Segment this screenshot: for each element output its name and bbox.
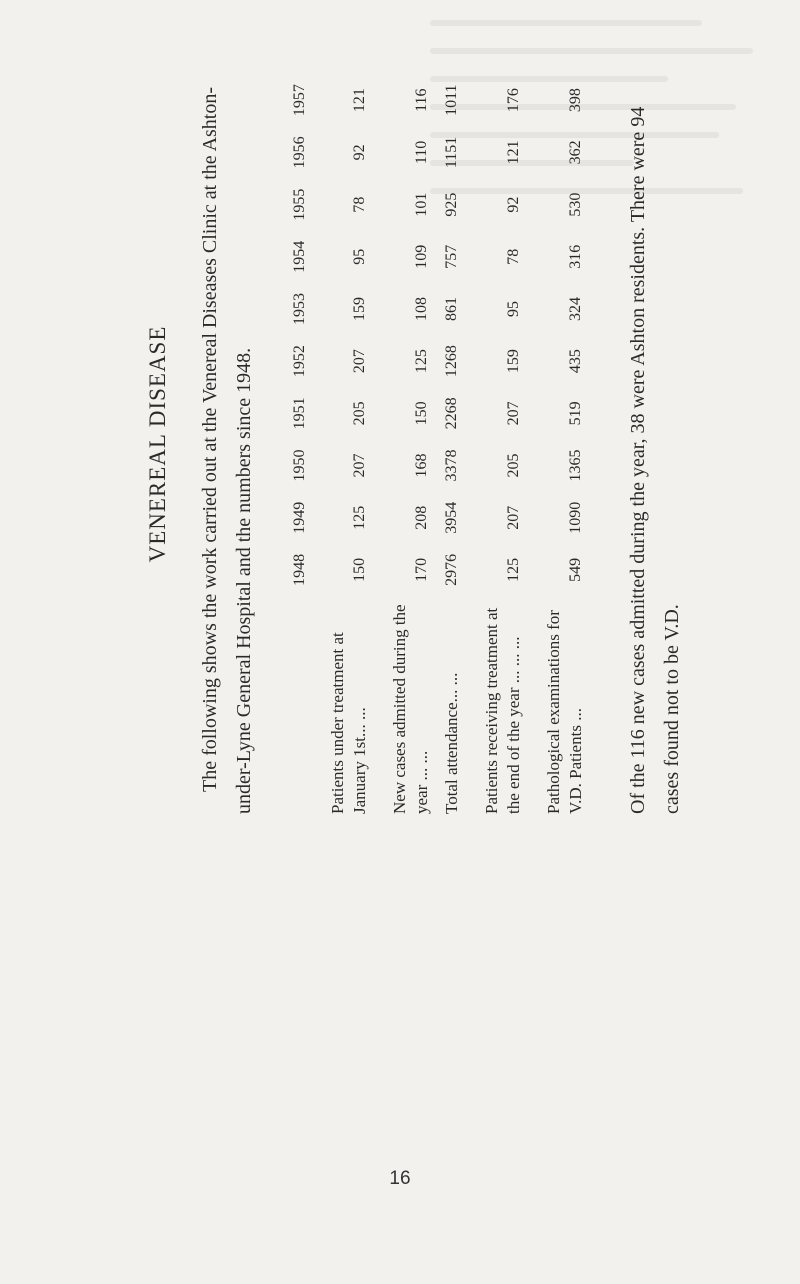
table-cell: 125 — [351, 505, 368, 530]
table-cell: 207 — [351, 349, 368, 374]
table-header-row — [291, 74, 323, 814]
year-header: 1954 — [291, 240, 308, 273]
table-cell: 208 — [413, 505, 430, 530]
table-cell: 78 — [505, 248, 522, 265]
table-cell: 110 — [413, 140, 430, 165]
table-cell: 109 — [413, 244, 430, 269]
table-cell: 3954 — [443, 501, 460, 534]
table-cell: 1268 — [443, 345, 460, 378]
footnote-paragraph: Of the 116 new cases admitted during the year, 38 were Ashton residents. There were 94 cases found not to be V.D. — [627, 106, 683, 814]
table-cell: 1151 — [443, 136, 460, 169]
table-cell: 92 — [505, 196, 522, 213]
table-cell: 176 — [505, 88, 522, 113]
table-cell: 92 — [351, 144, 368, 161]
row-label: Patients receiving treatment at the end of the year ... ... ... — [482, 607, 523, 814]
table-cell: 519 — [567, 401, 584, 426]
table-cell: 95 — [505, 300, 522, 317]
row-label: Patients under treatment at January 1st... ... — [328, 632, 369, 814]
table-cell: 125 — [413, 349, 430, 374]
table-row — [375, 74, 437, 814]
year-header: 1951 — [291, 397, 308, 430]
table-cell: 168 — [413, 453, 430, 478]
table-cell: 205 — [351, 401, 368, 426]
table-cell: 116 — [413, 88, 430, 112]
page-number: 16 — [389, 1168, 411, 1189]
table-cell: 150 — [351, 557, 368, 582]
table-cell: 125 — [505, 557, 522, 582]
table-cell: 757 — [443, 244, 460, 269]
table-cell: 207 — [505, 401, 522, 426]
row-label: New cases admitted during the year ... ... — [390, 604, 431, 814]
table-cell: 159 — [351, 296, 368, 321]
table-cell: 205 — [505, 453, 522, 478]
year-header: 1953 — [291, 292, 308, 325]
table-cell: 549 — [567, 557, 584, 582]
table-row — [323, 74, 375, 814]
year-header: 1957 — [291, 84, 308, 117]
table-cell: 3378 — [443, 449, 460, 482]
table-cell: 78 — [351, 196, 368, 213]
document-body — [145, 74, 689, 814]
year-header: 1950 — [291, 449, 308, 482]
table-cell: 121 — [505, 140, 522, 165]
table-cell: 435 — [567, 349, 584, 374]
table-cell: 150 — [413, 401, 430, 426]
page-title: VENEREAL DISEASE — [145, 325, 170, 563]
table-cell: 925 — [443, 192, 460, 217]
table-cell: 530 — [567, 192, 584, 217]
table-cell: 101 — [413, 192, 430, 217]
table-cell: 1365 — [567, 449, 584, 482]
table-cell: 170 — [413, 557, 430, 582]
table-row — [467, 74, 529, 814]
year-header: 1956 — [291, 136, 308, 169]
table-cell: 207 — [351, 453, 368, 478]
row-label: Pathological examinations for V.D. Patients ... — [544, 610, 585, 814]
table-cell: 316 — [567, 244, 584, 269]
table-cell: 324 — [567, 296, 584, 321]
year-header: 1955 — [291, 188, 308, 221]
table-cell: 159 — [505, 349, 522, 374]
table-cell: 1011 — [443, 84, 460, 116]
table-cell: 1090 — [567, 501, 584, 534]
table-header-label — [291, 596, 323, 814]
table-cell: 207 — [505, 505, 522, 530]
year-header: 1952 — [291, 345, 308, 378]
table-cell: 2268 — [443, 397, 460, 430]
table-cell: 95 — [351, 248, 368, 265]
table-cell: 362 — [567, 140, 584, 165]
table-cell: 861 — [443, 296, 460, 321]
table-row — [437, 74, 467, 814]
table-cell: 398 — [567, 88, 584, 113]
year-header: 1948 — [291, 553, 308, 586]
table-cell: 2976 — [443, 553, 460, 586]
table-cell: 121 — [351, 88, 368, 113]
intro-paragraph: The following shows the work carried out at the Venereal Diseases Clinic at the Ashton-under-Lyne General Hospital and the numbers since 1948. — [199, 86, 255, 814]
table-row — [529, 74, 591, 814]
year-header: 1949 — [291, 501, 308, 534]
statistics-table — [291, 74, 591, 814]
row-label: Total attendance... ... — [442, 672, 461, 814]
table-cell: 108 — [413, 296, 430, 321]
